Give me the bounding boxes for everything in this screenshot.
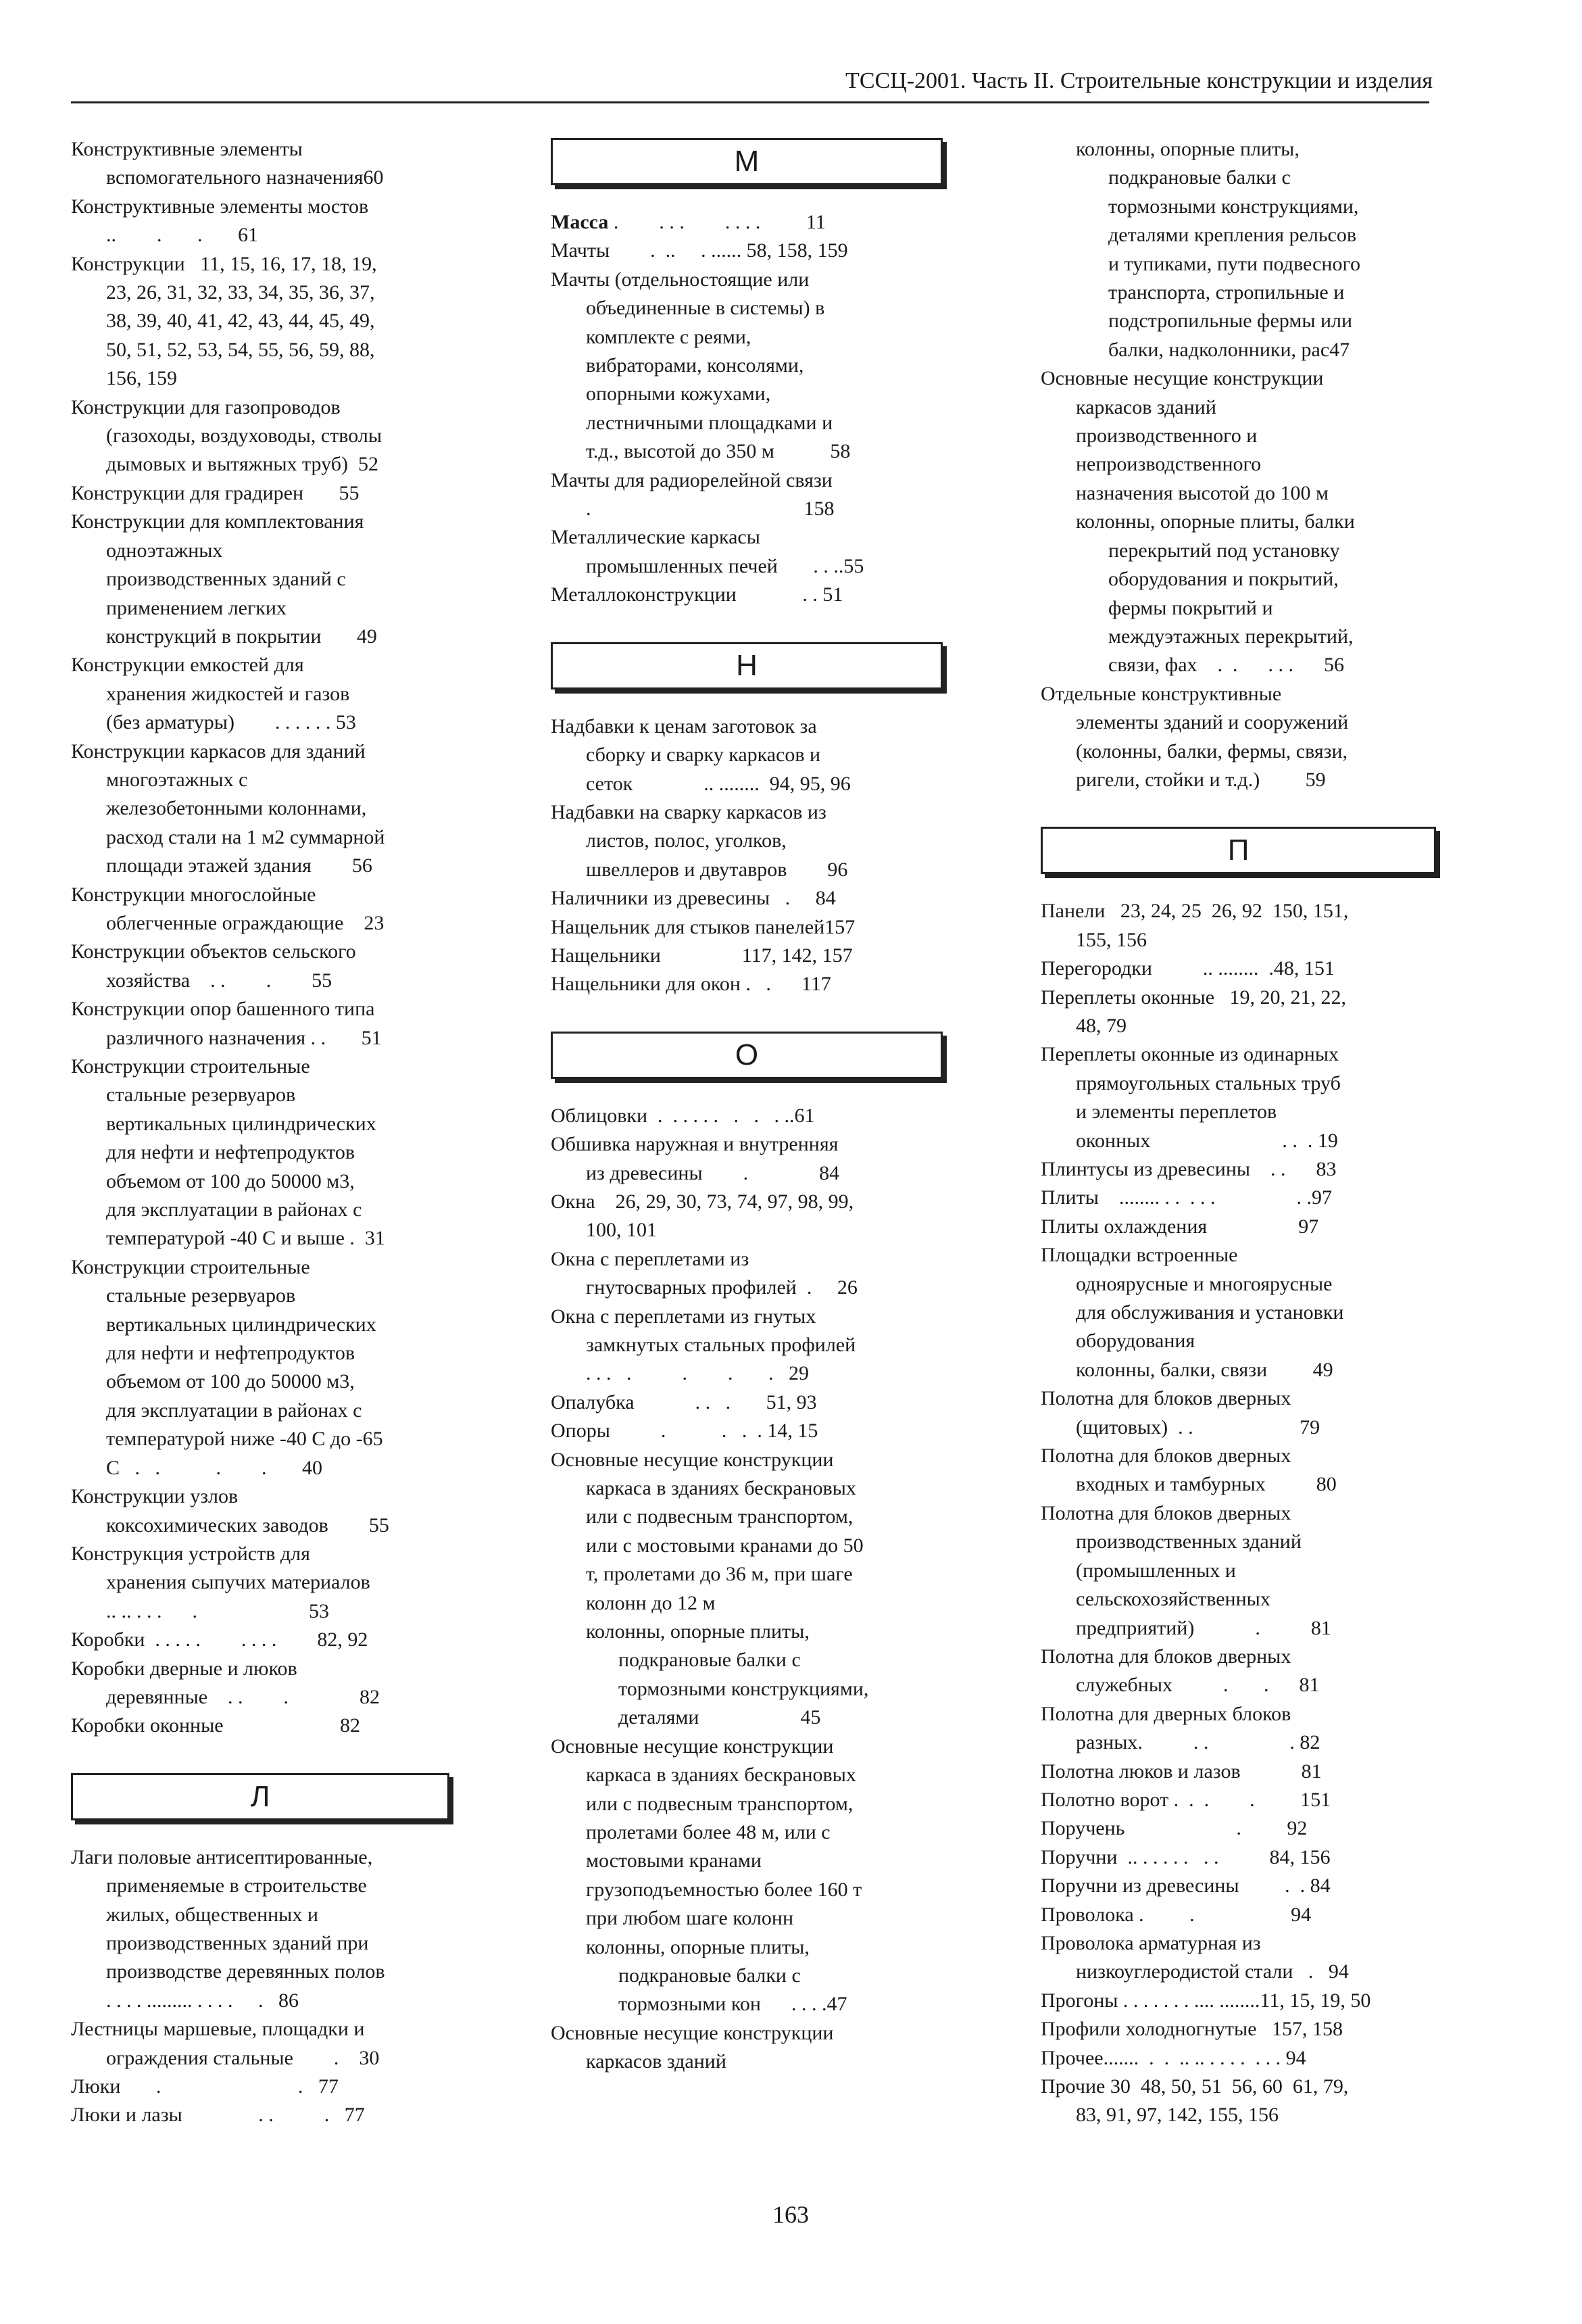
entry-line: для обслуживания и установки (1076, 1301, 1344, 1324)
entry-line: колонны, балки, связи 49 (1076, 1358, 1333, 1381)
entry-line: стальные резервуаров (106, 1084, 296, 1107)
entry-line: Конструкции для градирен 55 (71, 481, 360, 504)
entry-line: транспорта, стропильные и (1108, 281, 1345, 304)
entry-line: производственного и (1076, 425, 1258, 447)
entry-line: Конструкции опор башенного типа (71, 998, 375, 1021)
entry-line: при любом шаге колонн (586, 1907, 794, 1930)
index-entry (1041, 1040, 1436, 1155)
index-entry (551, 1245, 943, 1303)
entry-line: для эксплуатации в районах с (106, 1399, 362, 1422)
entry-line: 100, 101 (586, 1219, 657, 1242)
entry-line: Лестницы маршевые, площадки и (71, 2018, 365, 2041)
entry-line: . 158 (586, 498, 835, 521)
entry-line: Конструкция устройств для (71, 1542, 310, 1565)
entry-line: Проволока арматурная из (1041, 1931, 1261, 1954)
entry-line: назначения высотой до 100 м (1076, 481, 1329, 504)
index-entry (71, 1626, 449, 1654)
entry-line: Конструкции каркасов для зданий (71, 740, 366, 762)
index-entry (71, 1540, 449, 1626)
index-subentry (1041, 508, 1436, 679)
entry-line: Плиты охлаждения 97 (1041, 1215, 1319, 1238)
index-entry (71, 250, 449, 393)
index-entry (71, 393, 449, 479)
entry-line: каркаса в зданиях бескрановых (586, 1477, 856, 1500)
entry-line: лестничными площадками и (586, 411, 833, 434)
page-number: 163 (772, 2201, 809, 2228)
entry-line: ригели, стойки и т.д.) 59 (1076, 768, 1326, 791)
index-entry (71, 737, 449, 881)
index-entry (1041, 1184, 1436, 1212)
entry-line: 38, 39, 40, 41, 42, 43, 44, 45, 49, (106, 310, 375, 333)
entry-line: Люки . . 77 (71, 2075, 339, 2098)
entry-line: Конструкции многослойные (71, 883, 316, 906)
entry-line: и тупиками, пути подвесного (1108, 252, 1361, 275)
entry-line: Перегородки .. ........ .48, 151 (1041, 957, 1335, 980)
entry-line: швеллеров и двутавров 96 (586, 858, 848, 881)
index-entry (551, 208, 943, 237)
entry-line: для нефти и нефтепродуктов (106, 1342, 355, 1365)
entry-line: подстропильные фермы или (1108, 310, 1353, 333)
entry-line: для эксплуатации в районах с (106, 1199, 362, 1221)
entry-line: 155, 156 (1076, 928, 1147, 951)
entry-line: температурой ниже -40 С до -65 (106, 1428, 383, 1451)
index-column-1 (71, 135, 449, 2130)
index-entry (71, 1482, 449, 1540)
entry-line: 48, 79 (1076, 1014, 1127, 1037)
entry-line: Окна с переплетами из гнутых (551, 1305, 816, 1328)
entry-line: опорными кожухами, (586, 383, 771, 406)
entry-line: различного назначения . . 51 (106, 1026, 382, 1049)
entry-line: Прочее....... . . .. .. . . . . . . . 94 (1041, 2046, 1306, 2069)
index-entry (71, 479, 449, 508)
entry-line: Окна с переплетами из (551, 1247, 749, 1270)
index-entry (1041, 2044, 1436, 2073)
index-entry (71, 1655, 449, 1712)
index-entry (71, 135, 449, 193)
index-entry (1041, 1241, 1436, 1384)
index-entry (1041, 1901, 1436, 1929)
entry-line: фермы покрытий и (1108, 596, 1273, 619)
entry-line: комплекте с реями, (586, 325, 751, 348)
entry-line: С . . . . 40 (106, 1456, 323, 1479)
index-entry (1041, 1499, 1436, 1643)
index-entry (551, 1188, 943, 1245)
entry-line: Поручни .. . . . . . . . 84, 156 (1041, 1845, 1331, 1868)
entry-line: Плинтусы из древесины . . 83 (1041, 1158, 1337, 1180)
entry-line: из древесины . 84 (586, 1161, 840, 1184)
entry-line: Облицовки . . . . . . . . . ..61 (551, 1104, 815, 1127)
entry-line: элементы зданий и сооружений (1076, 711, 1349, 734)
entry-line: прямоугольных стальных труб (1076, 1071, 1341, 1094)
index-entry (1041, 1929, 1436, 1987)
index-entry (1041, 1814, 1436, 1843)
entry-line: Мачты для радиорелейной связи (551, 468, 833, 491)
index-entry (551, 581, 943, 609)
entry-line: Площадки встроенные (1041, 1244, 1238, 1267)
entry-line: междуэтажных перекрытий, (1108, 625, 1354, 648)
entry-line: Мачты . .. . ...... 58, 158, 159 (551, 239, 848, 262)
index-entry (551, 798, 943, 884)
index-entry (1041, 1843, 1436, 1872)
entry-line: производственных зданий с (106, 568, 346, 591)
entry-line: Проволока . . 94 (1041, 1903, 1312, 1926)
index-entry (71, 2101, 449, 2129)
index-entry (71, 881, 449, 938)
entry-line: объединенные в системы) в (586, 297, 825, 320)
index-entry (1041, 1213, 1436, 1241)
entry-line: железобетонными колоннами, (106, 797, 367, 820)
entry-line: (щитовых) . . 79 (1076, 1415, 1320, 1438)
index-entry (1041, 1442, 1436, 1499)
letter-heading-text: Л (250, 1779, 270, 1813)
letter-heading-text: Н (736, 648, 758, 682)
entry-line: коксохимических заводов 55 (106, 1514, 389, 1536)
entry-line: Полотна для блоков дверных (1041, 1501, 1291, 1524)
entry-line: Переплеты оконные из одинарных (1041, 1043, 1339, 1066)
entry-line: Металлоконструкции . . 51 (551, 583, 843, 606)
entry-line: служебных . . 81 (1076, 1674, 1320, 1697)
entry-line: оконных . . . 19 (1076, 1129, 1338, 1152)
index-entry (1041, 2073, 1436, 2130)
section-gap (551, 610, 943, 634)
entry-line: входных и тамбурных 80 (1076, 1473, 1337, 1496)
entry-line: оборудования и покрытий, (1108, 568, 1339, 591)
index-subentry (1041, 135, 1436, 364)
entry-line: т.д., высотой до 350 м 58 (586, 440, 851, 463)
letter-heading-l (71, 1773, 449, 1820)
index-entry (71, 1253, 449, 1482)
letter-heading-o (551, 1032, 943, 1079)
index-entry (71, 2073, 449, 2101)
index-entry (551, 2019, 943, 2077)
entry-line: для нефти и нефтепродуктов (106, 1141, 355, 1164)
entry-line: Панели 23, 24, 25 26, 92 150, 151, (1041, 900, 1349, 923)
index-subentry (551, 1618, 943, 1733)
index-entry (1041, 1758, 1436, 1786)
entry-line: или с подвесным транспортом, (586, 1505, 854, 1528)
entry-line: Полотна для блоков дверных (1041, 1645, 1291, 1668)
entry-line: . . . . . . . 29 (586, 1362, 809, 1385)
index-entry (551, 1303, 943, 1388)
entry-line: жилых, общественных и (106, 1903, 318, 1926)
entry-line: Конструкции емкостей для (71, 654, 304, 677)
entry-line: Наличники из древесины . 84 (551, 887, 836, 910)
entry-line: Прогоны . . . . . . . .... ........11, 15, 19, 50 (1041, 1989, 1371, 2012)
entry-line: Основные несущие конструкции (551, 1735, 834, 1758)
index-entry (551, 266, 943, 466)
entry-line: .. . . 61 (106, 224, 258, 247)
entry-line: мостовыми кранами (586, 1849, 762, 1872)
index-entry (71, 1843, 449, 2015)
entry-line: Поручень . 92 (1041, 1817, 1308, 1840)
index-column-3 (1041, 135, 1436, 2130)
index-entry (551, 970, 943, 998)
entry-line: Конструктивные элементы мостов (71, 195, 369, 218)
index-entry (1041, 1786, 1436, 1814)
entry-line: каркасов зданий (586, 2050, 726, 2073)
entry-line: и элементы переплетов (1076, 1100, 1277, 1123)
entry-line: Нащельники для окон . . 117 (551, 973, 831, 996)
entry-line: деталями крепления рельсов (1108, 224, 1357, 247)
entry-line: Основные несущие конструкции (551, 1448, 834, 1471)
index-entry (551, 884, 943, 913)
index-entry (1041, 1155, 1436, 1184)
entry-line: Окна 26, 29, 30, 73, 74, 97, 98, 99, (551, 1190, 854, 1213)
entry-line: пролетами более 48 м, или с (586, 1820, 831, 1843)
entry-line: одноэтажных (106, 539, 223, 562)
entry-line: многоэтажных с (106, 768, 248, 791)
entry-line: конструкций в покрытии 49 (106, 625, 377, 648)
index-entry (71, 995, 449, 1052)
section-gap (551, 999, 943, 1023)
entry-line: (колонны, балки, фермы, связи, (1076, 740, 1348, 762)
entry-line: Опоры . . . . 14, 15 (551, 1420, 818, 1443)
entry-line: Конструкции для комплектования (71, 510, 364, 533)
entry-line: Надбавки на сварку каркасов из (551, 800, 826, 823)
entry-line: Прочие 30 48, 50, 51 56, 60 61, 79, (1041, 2075, 1349, 2098)
index-entry (1041, 897, 1436, 954)
index-entry (1041, 1384, 1436, 1442)
entry-line: тормозными конструкциями, (1108, 195, 1359, 218)
entry-line: тормозными конструкциями, (618, 1677, 869, 1700)
entry-line: Конструкции для газопроводов (71, 395, 341, 418)
entry-line: (без арматуры) . . . . . . 53 (106, 711, 356, 734)
entry-line: одноярусные и многоярусные (1076, 1272, 1333, 1295)
entry-term-bold: Масса (551, 211, 609, 233)
entry-line: ограждения стальные . 30 (106, 2046, 380, 2069)
entry-line: Полотна люков и лазов 81 (1041, 1760, 1322, 1783)
entry-line: деревянные . . . 82 (106, 1685, 380, 1708)
letter-heading-n (551, 642, 943, 689)
entry-line: облегченные ограждающие 23 (106, 911, 385, 934)
index-entry (71, 1052, 449, 1253)
index-entry (1041, 984, 1436, 1041)
index-entry (1041, 1872, 1436, 1900)
entry-line: связи, фах . . . . . 56 (1108, 654, 1345, 677)
entry-line: колонны, опорные плиты, (586, 1620, 810, 1643)
entry-line: дымовых и вытяжных труб) 52 (106, 453, 378, 476)
entry-line: деталями 45 (618, 1706, 821, 1729)
entry-line: Обшивка наружная и внутренняя (551, 1133, 839, 1156)
entry-line: Полотна для дверных блоков (1041, 1702, 1291, 1725)
entry-line: Конструкции объектов сельского (71, 940, 356, 963)
entry-leader: . . . . . . . . 11 (608, 211, 826, 233)
entry-line: производственных зданий (1076, 1530, 1302, 1553)
index-entry (551, 1417, 943, 1445)
entry-line: Конструкции 11, 15, 16, 17, 18, 19, (71, 252, 377, 275)
entry-line: вспомогательного назначения60 (106, 166, 384, 189)
entry-line: каркаса в зданиях бескрановых (586, 1764, 856, 1787)
entry-line: оборудования (1076, 1330, 1195, 1353)
entry-line: гнутосварных профилей . 26 (586, 1276, 858, 1299)
index-entry (551, 712, 943, 798)
entry-line: площади этажей здания 56 (106, 854, 372, 877)
index-entry (551, 523, 943, 581)
entry-line: Коробки дверные и люков (71, 1657, 297, 1680)
index-entry (1041, 364, 1436, 508)
entry-line: низкоуглеродистой стали . 94 (1076, 1960, 1349, 1983)
index-entry (71, 938, 449, 995)
index-entry (71, 1712, 449, 1740)
entry-line: Коробки оконные 82 (71, 1714, 361, 1737)
entry-line: т, пролетами до 36 м, при шаге (586, 1563, 853, 1586)
index-entry (551, 913, 943, 942)
header-rule (71, 101, 1429, 103)
index-entry (551, 237, 943, 265)
entry-line: каркасов зданий (1076, 395, 1216, 418)
index-entry (1041, 680, 1436, 795)
letter-heading-p (1041, 827, 1436, 874)
entry-line: Переплеты оконные 19, 20, 21, 22, (1041, 986, 1347, 1009)
entry-line: балки, надколонники, рас47 (1108, 338, 1350, 361)
entry-line: вибраторами, консолями, (586, 354, 804, 377)
entry-line: 50, 51, 52, 53, 54, 55, 56, 59, 88, (106, 338, 375, 361)
index-entry (71, 651, 449, 737)
entry-line: Люки и лазы . . . 77 (71, 2104, 365, 2127)
entry-line: расход стали на 1 м2 суммарной (106, 825, 385, 848)
entry-line: Металлические каркасы (551, 526, 760, 549)
entry-line: Полотна для блоков дверных (1041, 1387, 1291, 1410)
entry-line: (газоходы, воздуховоды, стволы (106, 425, 382, 447)
entry-line: Коробки . . . . . . . . . 82, 92 (71, 1628, 368, 1651)
running-header: ТССЦ-2001. Часть II. Строительные конструкции и изделия (845, 68, 1433, 93)
entry-line: Поручни из древесины . . 84 (1041, 1874, 1331, 1897)
index-entry (1041, 1987, 1436, 2015)
entry-line: производстве деревянных полов (106, 1960, 385, 1983)
index-entry (1041, 1643, 1436, 1700)
entry-line: Основные несущие конструкции (551, 2021, 834, 2044)
entry-line: производственных зданий при (106, 1931, 369, 1954)
entry-line: или с мостовыми кранами до 50 (586, 1534, 864, 1557)
entry-line: температурой -40 С и выше . 31 (106, 1227, 385, 1250)
entry-line: сборку и сварку каркасов и (586, 744, 821, 767)
entry-line: тормозными кон . . . .47 (618, 1993, 847, 2016)
entry-line: Отдельные конструктивные (1041, 682, 1282, 705)
entry-line: грузоподъемностью более 160 т (586, 1878, 862, 1901)
entry-line: Полотно ворот . . . . 151 (1041, 1788, 1331, 1811)
entry-line: Конструкции строительные (71, 1255, 310, 1278)
index-entry (551, 1733, 943, 1933)
entry-line: вертикальных цилиндрических (106, 1112, 376, 1135)
entry-line: . . . . ......... . . . . . 86 (106, 1989, 299, 2012)
index-entry (551, 1102, 943, 1130)
entry-line: 83, 91, 97, 142, 155, 156 (1076, 2104, 1279, 2127)
entry-line: объемом от 100 до 50000 м3, (106, 1169, 355, 1192)
entry-line: листов, полос, уголков, (586, 829, 787, 852)
index-entry (1041, 1700, 1436, 1758)
entry-line: Нащельники 117, 142, 157 (551, 944, 853, 967)
index-entry (71, 193, 449, 250)
entry-line: Основные несущие конструкции (1041, 367, 1324, 390)
entry-line: Нащельник для стыков панелей157 (551, 915, 856, 938)
entry-line: замкнутых стальных профилей (586, 1334, 856, 1356)
entry-line: Лаги половые антисептированные, (71, 1845, 373, 1868)
entry-line: колонны, опорные плиты, (1076, 138, 1300, 160)
entry-line: стальные резервуаров (106, 1284, 296, 1307)
entry-line: объемом от 100 до 50000 м3, (106, 1370, 355, 1393)
section-gap (1041, 794, 1436, 819)
entry-line: подкрановые балки с (618, 1964, 801, 1987)
entry-line: (промышленных и (1076, 1559, 1236, 1582)
entry-line: предприятий) . 81 (1076, 1616, 1331, 1639)
index-entry (551, 466, 943, 524)
entry-line: Полотна для блоков дверных (1041, 1445, 1291, 1468)
index-subentry (551, 1933, 943, 2019)
entry-line: вертикальных цилиндрических (106, 1313, 376, 1336)
index-column-2 (551, 135, 943, 2077)
letter-heading-text: М (734, 145, 760, 178)
entry-line: Конструкции строительные (71, 1055, 310, 1078)
entry-line: колонны, опорные плиты, балки (1076, 510, 1355, 533)
entry-line: разных. . . . 82 (1076, 1731, 1320, 1754)
entry-line: колонн до 12 м (586, 1591, 716, 1614)
entry-line: применением легких (106, 596, 287, 619)
letter-heading-m (551, 138, 943, 185)
entry-line: хранения сыпучих материалов (106, 1571, 370, 1594)
section-gap (71, 1741, 449, 1765)
entry-line: подкрановые балки с (1108, 166, 1291, 189)
index-entry (71, 2015, 449, 2073)
entry-line: Профили холодногнутые 157, 158 (1041, 2018, 1343, 2041)
letter-heading-text: О (735, 1038, 759, 1071)
entry-line: перекрытий под установку (1108, 539, 1340, 562)
index-entry (551, 942, 943, 970)
entry-line: хозяйства . . . 55 (106, 969, 332, 992)
entry-line: сеток .. ........ 94, 95, 96 (586, 772, 851, 795)
letter-heading-text: П (1227, 833, 1250, 867)
entry-line: .. .. . . . . 53 (106, 1599, 329, 1622)
index-entry (551, 1130, 943, 1188)
index-entry (1041, 2015, 1436, 2043)
entry-line: хранения жидкостей и газов (106, 682, 350, 705)
entry-line: непроизводственного (1076, 453, 1262, 476)
entry-line: 156, 159 (106, 367, 177, 390)
entry-line: Плиты ........ . . . . . . .97 (1041, 1186, 1332, 1209)
index-entry (551, 1446, 943, 1618)
entry-line: промышленных печей . . ..55 (586, 554, 864, 577)
entry-line: 23, 26, 31, 32, 33, 34, 35, 36, 37, (106, 281, 375, 304)
entry-line: или с подвесным транспортом, (586, 1792, 854, 1815)
index-entry (71, 508, 449, 651)
entry-line: Надбавки к ценам заготовок за (551, 715, 817, 737)
index-entry (551, 1388, 943, 1417)
entry-line: применяемые в строительстве (106, 1874, 367, 1897)
entry-line: колонны, опорные плиты, (586, 1935, 810, 1958)
entry-line: подкрановые балки с (618, 1649, 801, 1672)
entry-line: Опалубка . . . 51, 93 (551, 1390, 817, 1413)
entry-line: Мачты (отдельностоящие или (551, 268, 810, 291)
entry-line: Конструктивные элементы (71, 138, 303, 160)
entry-line: Конструкции узлов (71, 1485, 239, 1508)
entry-line: сельскохозяйственных (1076, 1588, 1270, 1611)
index-entry (1041, 954, 1436, 983)
